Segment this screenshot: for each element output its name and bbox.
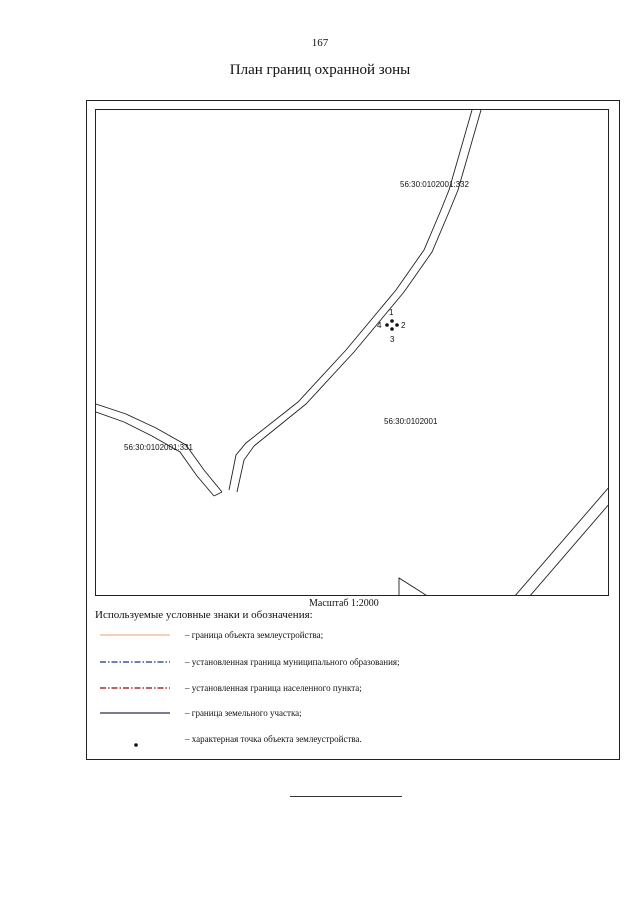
page-number: 167: [311, 37, 329, 49]
lower-right-edge-2: [529, 503, 609, 596]
orange-line-symbol: [100, 628, 180, 642]
map-drawing: [96, 110, 609, 596]
parcel-331-edge-bottom: [96, 412, 214, 496]
legend-item-settlement-boundary: [100, 681, 600, 695]
point-4: [385, 323, 389, 327]
map-scale: Масштаб 1:2000: [309, 598, 379, 609]
point-1: [390, 319, 394, 323]
blue-dashdot-line-symbol: [100, 655, 180, 669]
dark-line-symbol: [100, 706, 180, 720]
lower-right-edge-1: [514, 486, 609, 596]
legend-text: – граница земельного участка;: [185, 708, 302, 718]
bottom-separator-line: [290, 796, 402, 797]
point-3: [390, 327, 394, 331]
point-2: [395, 323, 399, 327]
point-label-3: 3: [390, 335, 395, 344]
legend-item-land-plot-boundary: [100, 706, 600, 720]
legend-text: – граница объекта землеустройства;: [185, 630, 324, 640]
parcel-label-331: 56:30:0102001:331: [124, 443, 193, 452]
legend-item-characteristic-point: [100, 732, 600, 746]
legend-title: Используемые условные знаки и обозначения:: [95, 609, 313, 621]
bottom-parcel-corner: [399, 578, 429, 596]
dot-symbol: [100, 732, 180, 752]
parcel-331-end: [214, 492, 222, 496]
legend-text: – установленная граница муниципального образования;: [185, 657, 400, 667]
point-label-1: 1: [389, 308, 394, 317]
parcel-label-332: 56:30:0102001:332: [400, 180, 469, 189]
legend-text: – характерная точка объекта землеустройства.: [185, 734, 362, 744]
legend-item-municipal-boundary: [100, 655, 600, 669]
point-label-4: 4: [377, 321, 382, 330]
parcel-label-block: 56:30:0102001: [384, 417, 438, 426]
red-dashdot-line-symbol: [100, 681, 180, 695]
document-title: План границ охранной зоны: [229, 62, 411, 78]
point-label-2: 2: [401, 321, 406, 330]
road-edge-left: [229, 110, 472, 490]
legend-text: – установленная граница населенного пункта;: [185, 683, 362, 693]
map-area: [95, 109, 609, 596]
legend-item-object-boundary: [100, 628, 600, 642]
road-edge-right: [237, 110, 481, 492]
